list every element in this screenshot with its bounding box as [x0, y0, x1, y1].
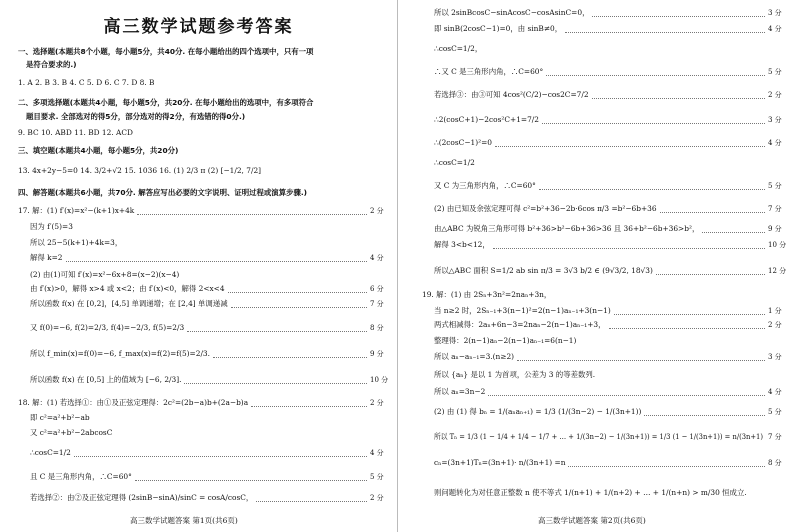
score-mark: 5 分 [768, 408, 782, 416]
solution-line: ∴2(cosC+1)−2cos²C+1=7/2 [434, 115, 539, 124]
dotted-leader [644, 414, 765, 416]
page-footer: 高三数学试题答案 第2页(共6页) [538, 516, 646, 525]
score-mark: 3 分 [768, 116, 782, 124]
dotted-leader [135, 479, 367, 481]
solution-line: 又 C 为三角形内角，∴C=60° [434, 181, 536, 190]
solution-line: 即 c²=a²+b²−ab [30, 413, 90, 422]
dotted-leader [493, 247, 765, 249]
solution-line: 解得 k=2 [30, 253, 63, 262]
score-mark: 1 分 [768, 307, 782, 315]
solution-line: 所以 aₙ=3n−2 [434, 387, 486, 396]
dotted-leader [251, 405, 367, 407]
solution-line: 因为 f′(5)=3 [30, 222, 73, 231]
solution-line: 所以 {aₙ} 是以 1 为首项，公差为 3 的等差数列. [434, 370, 596, 379]
score-mark: 4 分 [370, 449, 384, 457]
solution-line: 又 c²=a²+b²−2abcosC [30, 428, 113, 437]
solution-line: ∴(2cosC−1)²=0 [434, 138, 492, 147]
dotted-leader [702, 231, 765, 233]
dotted-leader [592, 15, 765, 17]
solution-line: 18. 解：(1) 若选择①：由①及正弦定理得：2c²=(2b−a)b+(2a−b)a [18, 398, 249, 407]
section-2-heading: 二、多项选择题(本题共4小题，每小题5分，共20分. 在每小题给出的选项中，有多项符合 [18, 98, 314, 107]
solution-line: ∴cosC=1/2， [434, 44, 483, 53]
score-mark: 3 分 [768, 353, 782, 361]
score-mark: 4 分 [370, 254, 384, 262]
section-4-heading: 四、解答题(本题共6小题，共70分. 解答应写出必要的文字说明、证明过程或演算步骤.) [18, 188, 308, 197]
page-title: 高三数学试题参考答案 [103, 17, 294, 37]
section-3-answers: 13. 4x+2y−5=0 14. 3/2+√2 15. 1036 16. (1) 2/3 π (2) [−1/2, 7/2] [18, 166, 262, 175]
section-2-answers: 9. BC 10. ABD 11. BD 12. ACD [18, 128, 133, 137]
score-mark: 4 分 [768, 139, 782, 147]
score-mark: 8 分 [768, 459, 782, 467]
solution-line: ∴cosC=1/2 [434, 158, 475, 167]
score-mark: 10 分 [768, 241, 787, 249]
solution-line: 19. 解：(1) 由 2Sₙ+3n²=2naₙ+3n， [422, 290, 552, 299]
solution-line: 所以 Tₙ = 1/3 (1 − 1/4 + 1/4 − 1/7 + … + 1/(3n−2) − 1/(3n+1)) = 1/3 (1 − 1/(3n+1)) = n/(3n+1) [434, 432, 763, 441]
section-3-heading: 三、填空题(本题共4小题，每小题5分，共20分) [18, 146, 179, 155]
solution-line: 两式相减得：2aₙ+6n−3=2naₙ−2(n−1)aₙ₋₁+3， [434, 320, 606, 329]
solution-line: 当 n≥2 时，2Sₙ₋₁+3(n−1)²=2(n−1)aₙ₋₁+3(n−1) [434, 306, 611, 315]
solution-line: 由△ABC 为锐角三角形可得 b²+36>b²−6b+36>36 且 36+b²−6b+36>b²， [434, 224, 700, 233]
solution-line: ∴cosC=1/2 [30, 448, 71, 457]
solution-line: 若选择③：由③可知 4cos²(C/2)−cos2C=7/2 [434, 90, 589, 99]
solution-line: 所以△ABC 面积 S=1/2 ab sin π/3 = 3√3 b/2 ∈ (9√3/2, 18√3) [434, 266, 653, 275]
section-1-heading-cont: 是符合要求的.) [26, 60, 77, 69]
dotted-leader [539, 188, 765, 190]
solution-line: 所以 25−5(k+1)+4k=3， [30, 238, 123, 247]
score-mark: 2 分 [768, 321, 782, 329]
solution-line: 整理得：2(n−1)aₙ−2(n−1)aₙ₋₁=6(n−1) [434, 336, 577, 345]
solution-line: (2) 由已知及余弦定理可得 c²=b²+36−2b·6cos π/3 =b²−6b+36 [434, 204, 657, 213]
solution-line: 即 sinB(2cosC−1)=0，由 sinB≠0， [434, 24, 563, 33]
solution-line: 所以函数 f(x) 在 [0,2]，[4,5] 单调递增；在 [2,4] 单调递减 [30, 299, 228, 308]
score-mark: 4 分 [768, 388, 782, 396]
dotted-leader [137, 213, 367, 215]
score-mark: 7 分 [768, 433, 782, 441]
page-footer: 高三数学试题答案 第1页(共6页) [130, 516, 238, 525]
solution-line: 若选择②：由②及正弦定理得 (2sinB−sinA)/sinC = cosA/cosC， [30, 493, 254, 502]
right-page [398, 0, 794, 532]
score-mark: 2 分 [768, 91, 782, 99]
solution-line: ∴又 C 是三角形内角，∴C=60° [434, 67, 544, 76]
dotted-leader [660, 211, 765, 213]
dotted-leader [184, 382, 367, 384]
solution-line: (2) 由(1)可知 f′(x)=x²−6x+8=(x−2)(x−4) [30, 270, 180, 279]
score-mark: 3 分 [768, 9, 782, 17]
score-mark: 5 分 [370, 473, 384, 481]
dotted-leader [74, 455, 367, 457]
score-mark: 2 分 [370, 399, 384, 407]
score-mark: 12 分 [768, 267, 787, 275]
solution-line: 且 C 是三角形内角，∴C=60° [30, 472, 132, 481]
score-mark: 2 分 [370, 207, 384, 215]
dotted-leader [231, 306, 367, 308]
dotted-leader [256, 500, 367, 502]
score-mark: 10 分 [370, 376, 389, 384]
section-2-heading-cont: 题目要求. 全部选对的得5分，部分选对的得2分，有选错的得0分.) [26, 112, 246, 121]
dotted-leader [517, 359, 765, 361]
dotted-leader [656, 273, 765, 275]
dotted-leader [228, 291, 367, 293]
solution-line: cₙ=(3n+1)Tₙ=(3n+1)· n/(3n+1) =n [434, 458, 566, 467]
dotted-leader [187, 330, 367, 332]
dotted-leader [213, 356, 367, 358]
solution-line: 则问题转化为对任意正整数 n 使不等式 1/(n+1) + 1/(n+2) + … + 1/(n+n) > m/30 恒成立. [434, 488, 747, 497]
solution-line: 所以 2sinBcosC−sinAcosC−cosAsinC=0， [434, 8, 590, 17]
score-mark: 9 分 [768, 225, 782, 233]
score-mark: 9 分 [370, 350, 384, 358]
solution-line: 所以 aₙ−aₙ₋₁=3.(n≥2) [434, 352, 515, 361]
solution-line: 又 f(0)=−6, f(2)=2/3, f(4)=−2/3, f(5)=2/3 [30, 323, 185, 332]
dotted-leader [614, 313, 765, 315]
solution-line: 所以函数 f(x) 在 [0,5] 上的值域为 [−6, 2/3]. [30, 375, 182, 384]
dotted-leader [609, 327, 765, 329]
score-mark: 8 分 [370, 324, 384, 332]
dotted-leader [495, 145, 765, 147]
solution-line: 解得 3<b<12， [434, 240, 490, 249]
solution-line: (2) 由 (1) 得 bₙ = 1/(aₙaₙ₊₁) = 1/3 (1/(3n−2) − 1/(3n+1)) [434, 407, 642, 416]
solution-line: 所以 f_min(x)=f(0)=−6, f_max(x)=f(2)=f(5)=2/3. [30, 349, 210, 358]
section-1-heading: 一、选择题(本题共8个小题，每小题5分，共40分. 在每小题给出的四个选项中，只有一项 [18, 47, 314, 56]
section-1-answers: 1. A 2. B 3. B 4. C 5. D 6. C 7. D 8. B [18, 78, 155, 87]
dotted-leader [568, 465, 765, 467]
score-mark: 7 分 [370, 300, 384, 308]
score-mark: 7 分 [768, 205, 782, 213]
score-mark: 6 分 [370, 285, 384, 293]
dotted-leader [546, 74, 765, 76]
solution-line: 17. 解：(1) f′(x)=x²−(k+1)x+4k [18, 206, 135, 215]
dotted-leader [592, 97, 765, 99]
score-mark: 5 分 [768, 68, 782, 76]
dotted-leader [66, 260, 367, 262]
dotted-leader [542, 122, 765, 124]
dotted-leader [488, 394, 765, 396]
dotted-leader [565, 31, 765, 33]
solution-line: 由 f′(x)>0，解得 x>4 或 x<2；由 f′(x)<0，解得 2<x<4 [30, 284, 225, 293]
score-mark: 5 分 [768, 182, 782, 190]
score-mark: 2 分 [370, 494, 384, 502]
score-mark: 4 分 [768, 25, 782, 33]
